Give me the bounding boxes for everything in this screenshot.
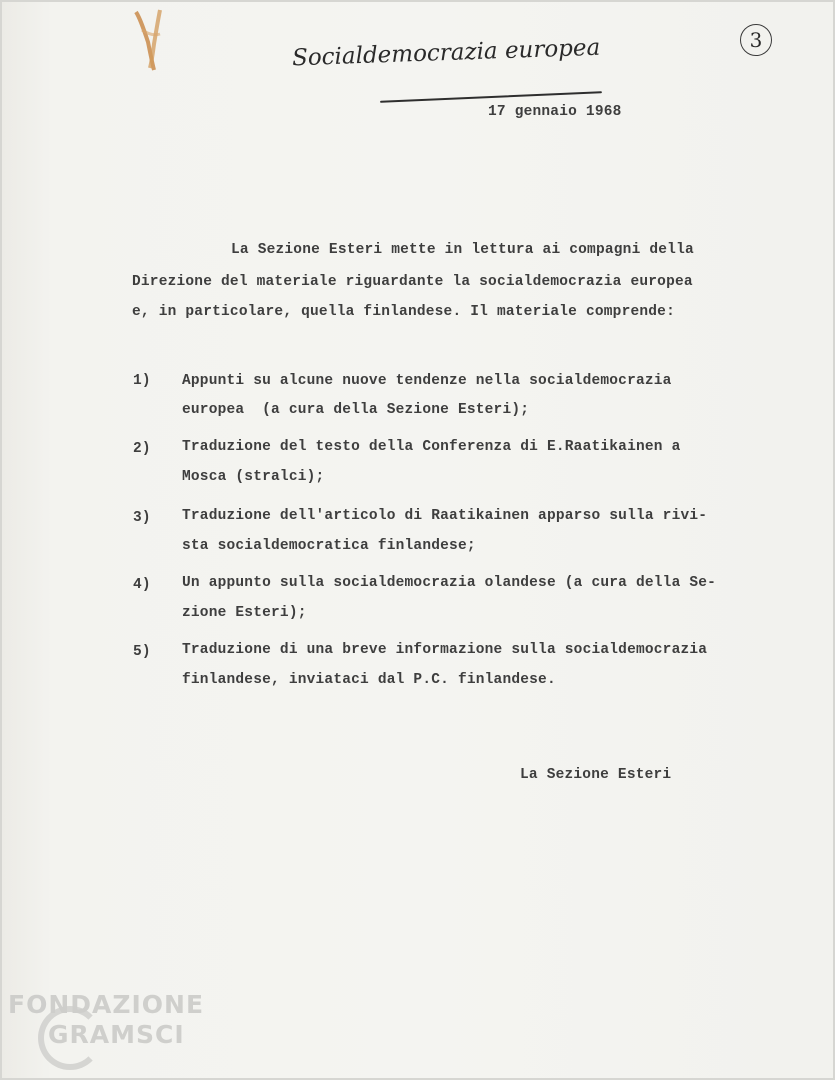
list-item-line: Traduzione di una breve informazione sulla socialdemocrazia xyxy=(182,642,708,658)
list-item-line: sta socialdemocratica finlandese; xyxy=(182,538,476,554)
list-item-line: Traduzione del testo della Conferenza di E.Raatikainen a xyxy=(182,439,681,455)
list-item-line: finlandese, inviataci dal P.C. finlandese. xyxy=(182,672,556,688)
rust-stain-icon xyxy=(130,8,174,74)
document-page xyxy=(2,2,833,1078)
list-item-number: 3) xyxy=(133,510,151,526)
watermark-line1: FONDAZIONE xyxy=(8,990,205,1019)
page-number: 3 xyxy=(740,24,772,56)
intro-line: e, in particolare, quella finlandese. Il materiale comprende: xyxy=(132,304,675,320)
list-item-line: Appunti su alcune nuove tendenze nella socialdemocrazia xyxy=(182,373,672,389)
list-item-number: 5) xyxy=(133,644,151,660)
signature: La Sezione Esteri xyxy=(520,767,672,783)
list-item-line: Mosca (stralci); xyxy=(182,469,325,485)
watermark-line2: GRAMSCI xyxy=(48,1020,185,1049)
list-item-line: Un appunto sulla socialdemocrazia olandese (a cura della Se- xyxy=(182,575,717,591)
watermark-g-logo-icon xyxy=(38,1006,102,1070)
list-item-line: europea (a cura della Sezione Esteri); xyxy=(182,402,530,418)
fondazione-gramsci-watermark xyxy=(8,990,204,1050)
list-item-number: 4) xyxy=(133,577,151,593)
list-item-number: 2) xyxy=(133,441,151,457)
intro-line: Direzione del materiale riguardante la socialdemocrazia europea xyxy=(132,274,693,290)
list-item-line: Traduzione dell'articolo di Raatikainen apparso sulla rivi- xyxy=(182,508,708,524)
handwritten-note: Socialdemocrazia europea xyxy=(291,34,601,72)
list-item-line: zione Esteri); xyxy=(182,605,307,621)
list-item-number: 1) xyxy=(133,373,151,389)
intro-line: La Sezione Esteri mette in lettura ai compagni della xyxy=(231,242,694,258)
handwritten-underline xyxy=(380,91,602,103)
document-date: 17 gennaio 1968 xyxy=(488,104,622,120)
